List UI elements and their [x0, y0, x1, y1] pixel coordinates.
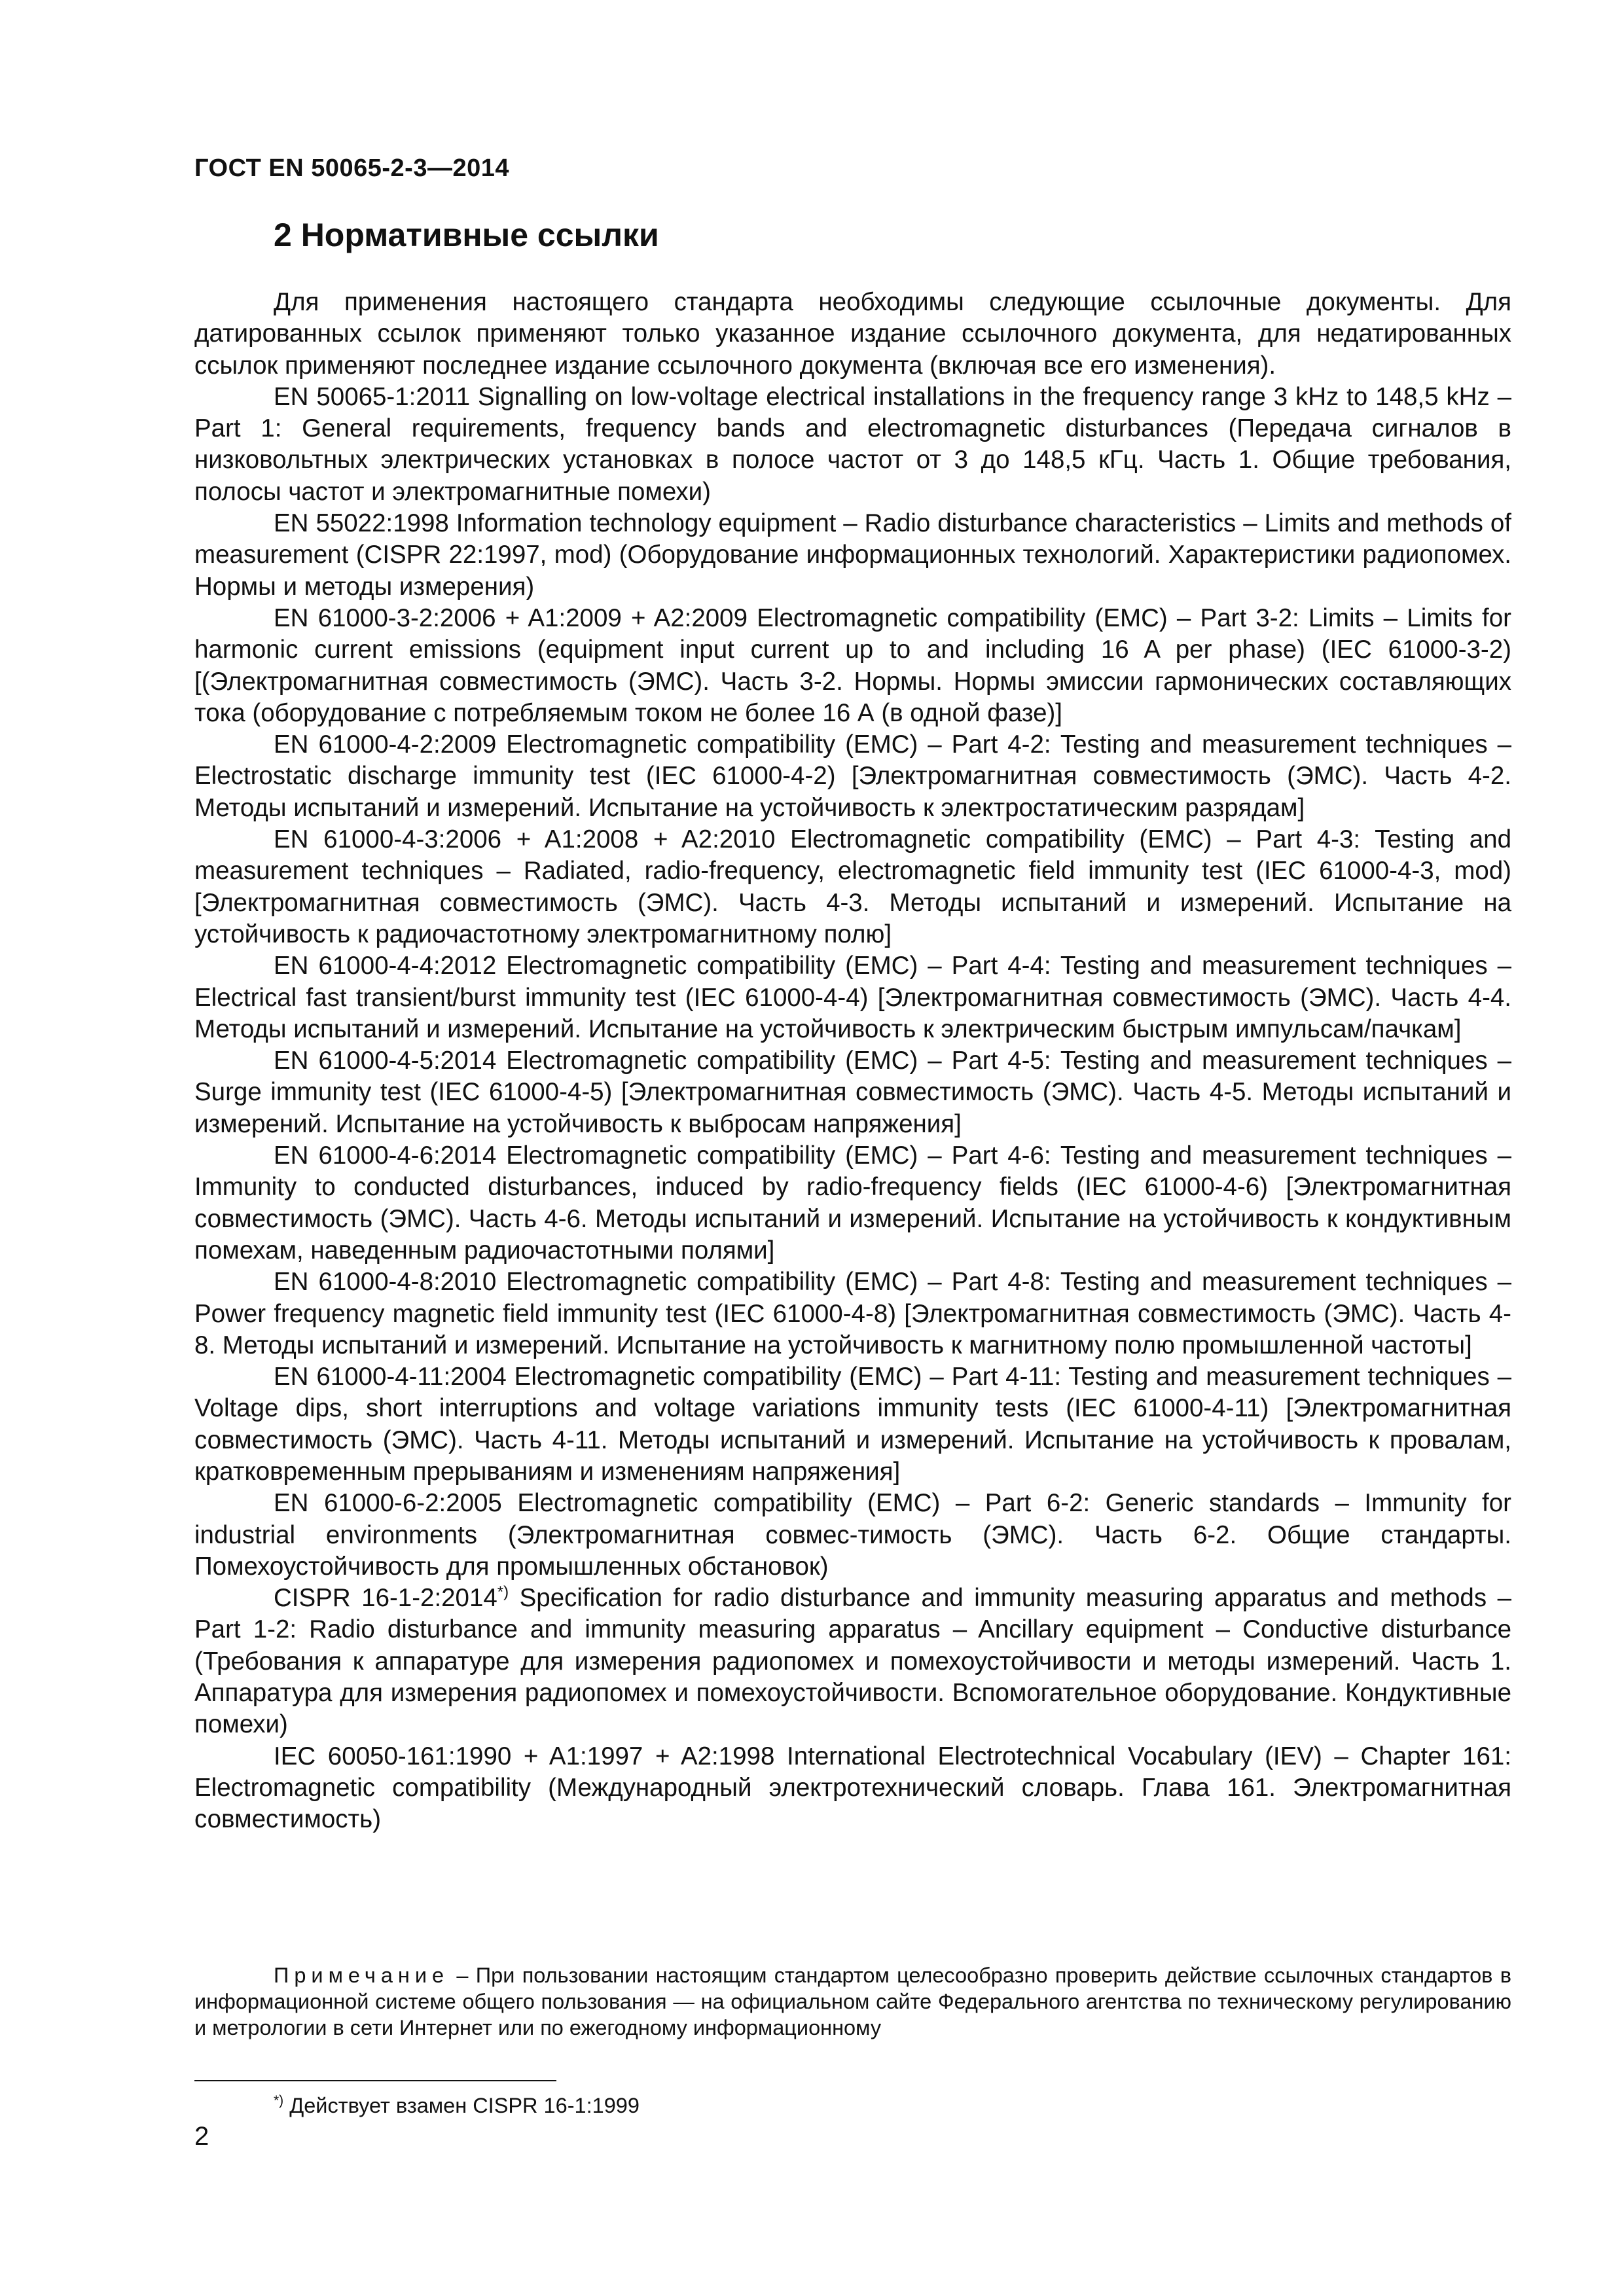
reference-en-61000-4-4: EN 61000-4-4:2012 Electromagnetic compatibility (EMC) – Part 4-4: Testing and measurement techniques – Electrical fast transient/burst immunity test (IEC 61000-4-4) [Электромагнитная совместимость (ЭМС). Часть 4-4. Методы испытаний и измерений. Испытание на устойчивость к электрическим быстрым импульсам/пачкам] [194, 952, 1511, 1043]
reference-en-55022: EN 55022:1998 Information technology equipment – Radio disturbance characteristics – Limits and methods of measurement (CISPR 22:1997, mod) (Оборудование информационных технологий. Характеристики радиопомех. Нормы и методы измерения) [194, 509, 1511, 601]
reference-en-61000-4-2: EN 61000-4-2:2009 Electromagnetic compatibility (EMC) – Part 4-2: Testing and measurement techniques – Electrostatic discharge immunity test (IEC 61000-4-2) [Электромагнитная совместимость (ЭМС). Часть 4-2. Методы испытаний и измерений. Испытание на устойчивость к электростатическим разрядам] [194, 730, 1511, 822]
references-body [194, 287, 1511, 1836]
reference-cispr-16-1-2-text: Specification for radio disturbance and immunity measuring apparatus and methods – Part 1-2: Radio disturbance and immunity measuring apparatus – Ancillary equipment – Conductive disturbance (Требования к аппаратуре для измерения радиопомех и помехоустойчивости и методы измерений. Часть 1. Аппаратура для измерения радиопомех и помехоустойчивости. Вспомогательное оборудование. Кондуктивные помехи) [194, 1584, 1511, 1739]
reference-en-61000-3-2: EN 61000-3-2:2006 + A1:2009 + A2:2009 Electromagnetic compatibility (EMC) – Part 3-2: Limits – Limits for harmonic current emissions (equipment input current up to and including 16 A per phase) (IEC 61000-3-2) [(Электромагнитная совместимость (ЭМС). Часть 3-2. Нормы. Нормы эмиссии гармонических составляющих тока (оборудование с потребляемым током не более 16 А (в одной фазе)] [194, 603, 1511, 727]
reference-en-61000-4-3: EN 61000-4-3:2006 + A1:2008 + A2:2010 Electromagnetic compatibility (EMC) – Part 4-3: Testing and measurement techniques – Radiated, radio-frequency, electromagnetic field immunity test (IEC 61000-4-3, mod) [Электромагнитная совместимость (ЭМС). Часть 4-3. Методы испытаний и измерений. Испытание на устойчивость к радиочастотному электромагнитному полю] [194, 825, 1511, 948]
note-label: Примечание [274, 1964, 450, 1987]
footnote-divider [194, 2080, 556, 2081]
footnote [274, 2092, 640, 2119]
footnote-marker[interactable]: *) [497, 1583, 509, 1602]
reference-en-61000-4-8: EN 61000-4-8:2010 Electromagnetic compatibility (EMC) – Part 4-8: Testing and measurement techniques – Power frequency magnetic field immunity test (IEC 61000-4-8) [Электромагнитная совместимость (ЭМС). Часть 4-8. Методы испытаний и измерений. Испытание на устойчивость к магнитному полю промышленной частоты] [194, 1268, 1511, 1359]
reference-iec-60050-161: IEC 60050-161:1990 + A1:1997 + A2:1998 International Electrotechnical Vocabulary (IEV) – Chapter 161: Electromagnetic compatibility (Международный электротехнический словарь. Глава 161. Электромагнитная совместимость) [194, 1742, 1511, 1834]
footnote-marker-ref: *) [274, 2093, 284, 2109]
note-block [194, 1962, 1511, 2041]
reference-en-61000-4-11: EN 61000-4-11:2004 Electromagnetic compatibility (EMC) – Part 4-11: Testing and measurement techniques – Voltage dips, short interruptions and voltage variations immunity tests (IEC 61000-4-11) [Электромагнитная совместимость (ЭМС). Часть 4-11. Методы испытаний и измерений. Испытание на устойчивость к провалам, кратковременным прерываниям и изменениям напряжения] [194, 1363, 1511, 1486]
reference-cispr-16-1-2 [194, 1583, 1511, 1740]
intro-paragraph: Для применения настоящего стандарта необходимы следующие ссылочные документы. Для датированных ссылок применяют только указанное издание ссылочного документа, для недатированных ссылок применяют последнее издание ссылочного документа (включая все его изменения). [194, 288, 1511, 380]
note-text: – При пользовании настоящим стандартом целесообразно проверить действие ссылочных стандартов в информационной системе общего пользования — на официальном сайте Федерального агентства по техническому регулированию и метрологии в сети Интернет или по ежегодному информационному [194, 1964, 1511, 2039]
reference-en-61000-6-2: EN 61000-6-2:2005 Electromagnetic compatibility (EMC) – Part 6-2: Generic standards – Immunity for industrial environments (Электромагнитная совмес-тимость (ЭМС). Часть 6-2. Общие стандарты. Помехоустойчивость для промышленных обстановок) [194, 1489, 1511, 1581]
section-title: 2 Нормативные ссылки [274, 217, 659, 253]
reference-en-61000-4-5: EN 61000-4-5:2014 Electromagnetic compatibility (EMC) – Part 4-5: Testing and measurement techniques – Surge immunity test (IEC 61000-4-5) [Электромагнитная совместимость (ЭМС). Часть 4-5. Методы испытаний и измерений. Испытание на устойчивость к выбросам напряжения] [194, 1047, 1511, 1138]
reference-en-61000-4-6: EN 61000-4-6:2014 Electromagnetic compatibility (EMC) – Part 4-6: Testing and measurement techniques – Immunity to conducted disturbances, induced by radio-frequency fields (IEC 61000-4-6) [Электромагнитная совместимость (ЭМС). Часть 4-6. Методы испытаний и измерений. Испытание на устойчивость к кондуктивным помехам, наведенным радиочастотными полями] [194, 1141, 1511, 1265]
reference-en-50065-1: EN 50065-1:2011 Signalling on low-voltage electrical installations in the frequency range 3 kHz to 148,5 kHz – Part 1: General requirements, frequency bands and electromagnetic disturbances (Передача сигналов в низковольтных электрических установках в полосе частот от 3 до 148,5 кГц. Часть 1. Общие требования, полосы частот и электромагнитные помехи) [194, 382, 1511, 506]
page-number: 2 [194, 2122, 209, 2151]
footnote-text: Действует взамен CISPR 16-1:1999 [283, 2094, 640, 2117]
reference-cispr-16-1-2-title: CISPR 16-1-2:2014 [274, 1584, 497, 1613]
document-id-header: ГОСТ EN 50065-2-3—2014 [194, 154, 509, 182]
